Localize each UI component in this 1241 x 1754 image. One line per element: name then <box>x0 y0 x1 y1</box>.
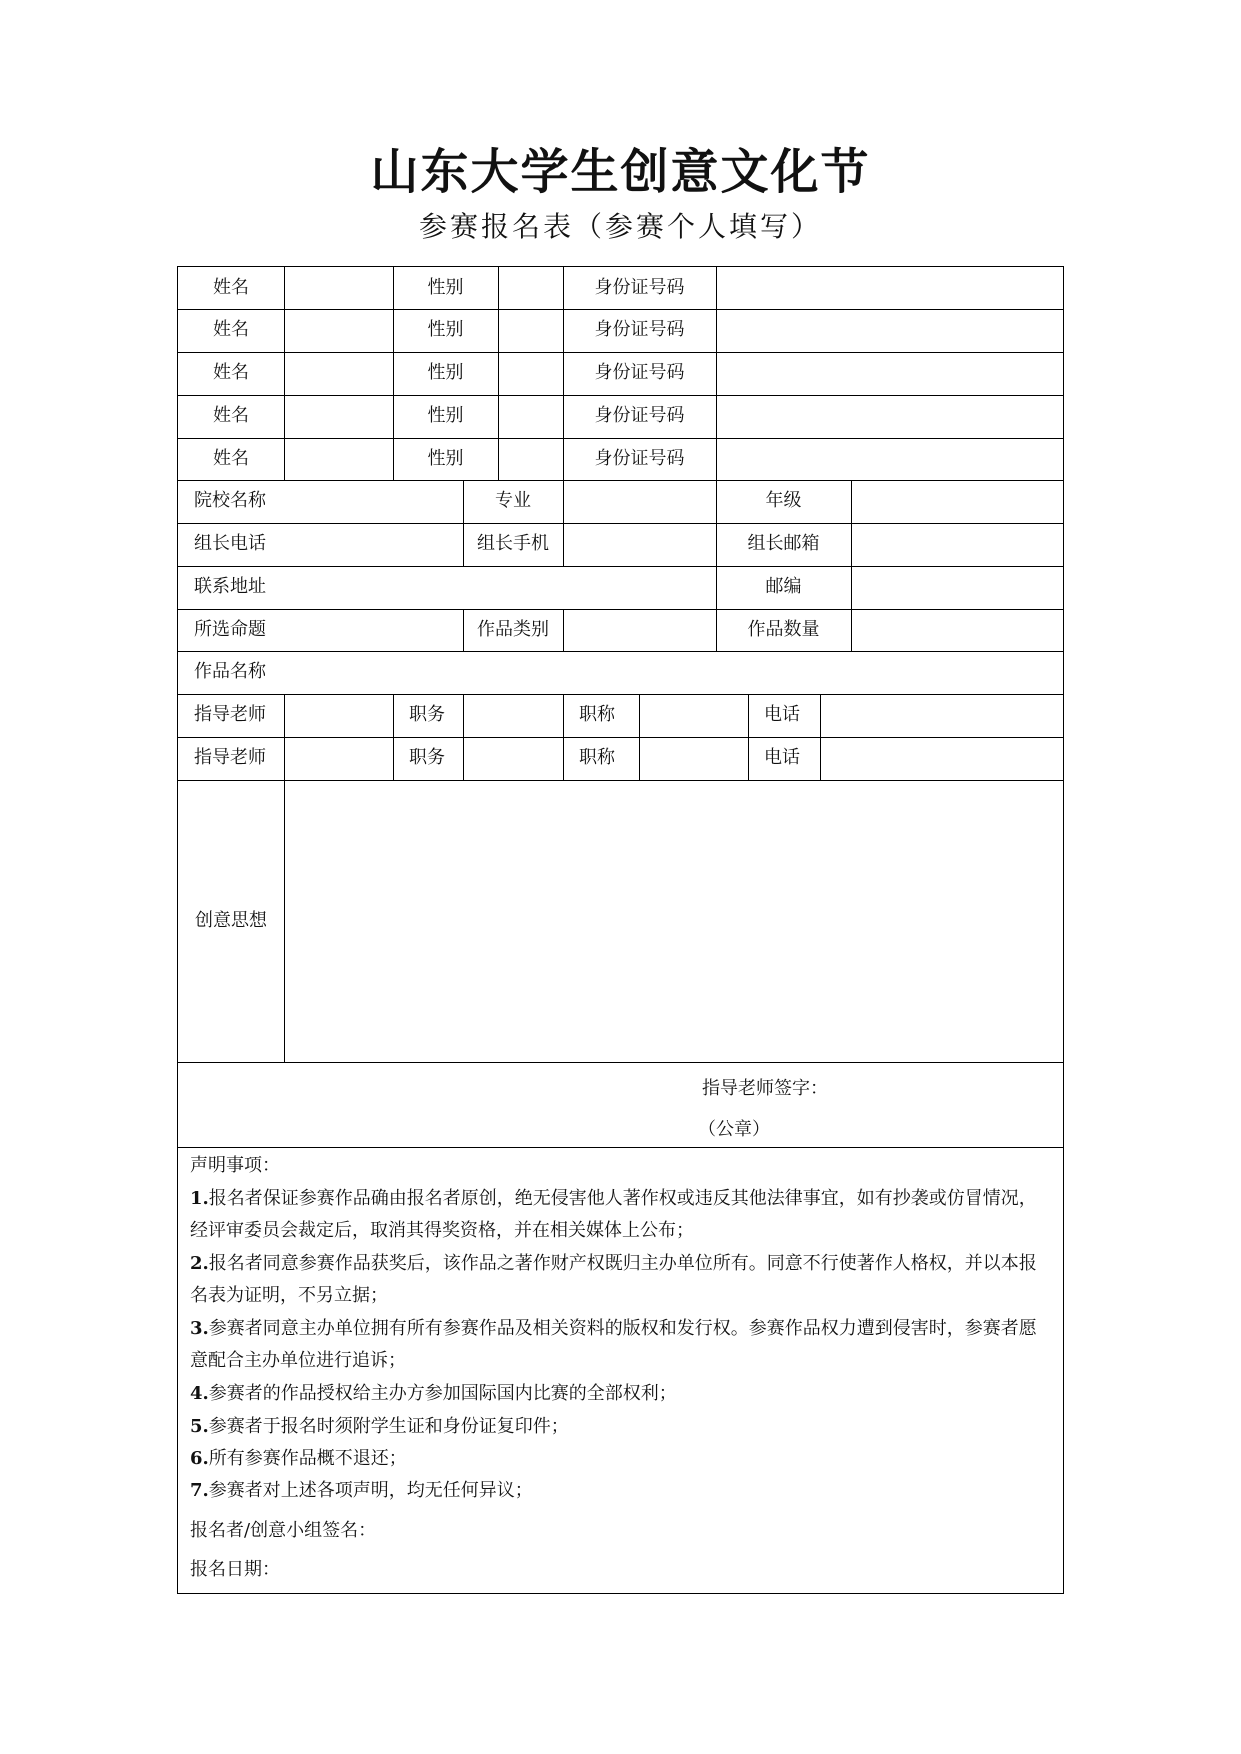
advisor-title-label: 职称 <box>579 747 615 768</box>
declaration-item <box>190 1313 1052 1377</box>
advisor-phone-field[interactable] <box>820 737 1063 779</box>
item-text: 参赛者同意主办单位拥有所有参赛作品及相关资料的版权和发行权。参赛作品权力遭到侵害时，参赛者愿意配合主办单位进行追诉； <box>190 1318 1037 1371</box>
id-number-field[interactable] <box>716 309 1063 351</box>
item-text: 所有参赛作品概不退还； <box>208 1448 407 1469</box>
item-number: 5. <box>190 1416 209 1437</box>
leader-mobile-label: 组长手机 <box>477 533 549 554</box>
id-number-label: 身份证号码 <box>594 405 685 426</box>
member-row <box>178 267 1063 309</box>
registration-form <box>177 266 1064 1594</box>
name-field[interactable] <box>284 267 393 309</box>
address-field[interactable] <box>284 566 716 608</box>
id-number-label: 身份证号码 <box>594 277 685 298</box>
address-row <box>178 566 1063 609</box>
advisor-row <box>178 737 1063 780</box>
advisor-phone-field[interactable] <box>820 694 1063 736</box>
id-number-label: 身份证号码 <box>594 362 685 383</box>
item-number: 2. <box>190 1253 209 1274</box>
school-field[interactable] <box>284 480 463 522</box>
item-number: 4. <box>190 1383 209 1404</box>
name-label: 姓名 <box>213 448 249 469</box>
item-number: 6. <box>190 1448 209 1469</box>
item-text: 报名者同意参赛作品获奖后，该作品之著作财产权既归主办单位所有。同意不行使著作人格权，并以本报名表为证明，不另立据； <box>190 1253 1037 1306</box>
idea-row <box>178 780 1063 1062</box>
advisor-label: 指导老师 <box>194 704 266 725</box>
major-field[interactable] <box>563 480 716 522</box>
advisor-phone-label: 电话 <box>764 704 800 725</box>
gender-label: 性别 <box>427 448 464 469</box>
name-field[interactable] <box>284 352 393 394</box>
advisor-name-field[interactable] <box>284 694 393 736</box>
category-label: 作品类别 <box>477 619 549 640</box>
name-field[interactable] <box>284 438 393 480</box>
id-number-label: 身份证号码 <box>594 448 685 469</box>
work-count-field[interactable] <box>851 609 1063 651</box>
applicant-signature-label: 报名者/创意小组签名： <box>190 1520 377 1541</box>
member-row <box>178 309 1063 351</box>
gender-field[interactable] <box>498 352 563 394</box>
school-label: 院校名称 <box>194 490 266 511</box>
member-row <box>178 352 1063 394</box>
category-field[interactable] <box>563 609 716 651</box>
declaration-item <box>190 1248 1052 1312</box>
work-count-label: 作品数量 <box>747 619 820 640</box>
gender-label: 性别 <box>427 405 464 426</box>
item-number: 1. <box>190 1188 209 1209</box>
topic-field[interactable] <box>284 609 463 651</box>
name-label: 姓名 <box>213 319 249 340</box>
leader-email-field[interactable] <box>851 523 1063 565</box>
idea-label: 创意思想 <box>195 910 267 931</box>
gender-field[interactable] <box>498 438 563 480</box>
advisor-signature-label: 指导老师签字： <box>702 1078 828 1099</box>
school-row <box>178 480 1063 523</box>
id-number-field[interactable] <box>716 395 1063 437</box>
advisor-phone-label: 电话 <box>764 747 800 768</box>
advisor-title-field[interactable] <box>639 737 748 779</box>
advisor-position-label: 职务 <box>409 747 445 768</box>
declaration-heading: 声明事项： <box>190 1155 280 1176</box>
gender-label: 性别 <box>427 319 464 340</box>
advisor-label: 指导老师 <box>194 747 266 768</box>
leader-row <box>178 523 1063 566</box>
gender-field[interactable] <box>498 267 563 309</box>
gender-label: 性别 <box>427 362 464 383</box>
seal-label: （公章） <box>698 1119 770 1140</box>
member-row <box>178 438 1063 480</box>
id-number-field[interactable] <box>716 352 1063 394</box>
item-text: 报名者保证参赛作品确由报名者原创，绝无侵害他人著作权或违反其他法律事宜，如有抄袭或仿冒情况，经评审委员会裁定后，取消其得奖资格，并在相关媒体上公布； <box>190 1188 1037 1241</box>
advisor-position-field[interactable] <box>463 694 563 736</box>
idea-field[interactable] <box>284 780 1063 1062</box>
name-label: 姓名 <box>213 405 249 426</box>
advisor-position-label: 职务 <box>409 704 445 725</box>
advisor-name-field[interactable] <box>284 737 393 779</box>
item-text: 参赛者对上述各项声明，均无任何异议； <box>208 1480 533 1501</box>
address-label: 联系地址 <box>194 576 266 597</box>
leader-phone-field[interactable] <box>284 523 463 565</box>
item-number: 7. <box>190 1480 209 1501</box>
leader-email-label: 组长邮箱 <box>747 533 820 554</box>
gender-label: 性别 <box>427 277 464 298</box>
leader-phone-label: 组长电话 <box>194 533 266 554</box>
advisor-row <box>178 694 1063 737</box>
name-field[interactable] <box>284 395 393 437</box>
declaration-item <box>190 1183 1052 1247</box>
postcode-label: 邮编 <box>765 576 802 597</box>
item-text: 参赛者于报名时须附学生证和身份证复印件； <box>208 1416 569 1437</box>
item-number: 3. <box>190 1318 209 1339</box>
declaration-section <box>178 1147 1063 1593</box>
postcode-field[interactable] <box>851 566 1063 608</box>
declaration-item <box>190 1475 1052 1507</box>
declaration-item <box>190 1411 1052 1443</box>
advisor-signature-block <box>178 1062 1063 1147</box>
gender-field[interactable] <box>498 395 563 437</box>
major-label: 专业 <box>495 490 531 511</box>
topic-row <box>178 609 1063 651</box>
page-title: 山东大学生创意文化节 <box>370 144 871 200</box>
declaration-item <box>190 1443 1052 1475</box>
advisor-title-field[interactable] <box>639 694 748 736</box>
name-field[interactable] <box>284 309 393 351</box>
gender-field[interactable] <box>498 309 563 351</box>
application-date-label: 报名日期： <box>190 1559 280 1580</box>
declaration-item <box>190 1378 1052 1410</box>
work-name-row <box>178 651 1063 694</box>
grade-label: 年级 <box>765 490 802 511</box>
work-name-label: 作品名称 <box>194 661 266 682</box>
advisor-title-label: 职称 <box>579 704 615 725</box>
id-number-label: 身份证号码 <box>594 319 685 340</box>
member-row <box>178 395 1063 437</box>
page-subtitle: 参赛报名表（参赛个人填写） <box>418 210 822 243</box>
item-text: 参赛者的作品授权给主办方参加国际国内比赛的全部权利； <box>208 1383 677 1404</box>
grade-field[interactable] <box>851 480 1063 522</box>
advisor-position-field[interactable] <box>463 737 563 779</box>
id-number-field[interactable] <box>716 267 1063 309</box>
name-label: 姓名 <box>213 277 249 298</box>
topic-label: 所选命题 <box>194 619 266 640</box>
work-name-field[interactable] <box>284 651 1063 693</box>
leader-mobile-field[interactable] <box>563 523 716 565</box>
id-number-field[interactable] <box>716 438 1063 480</box>
name-label: 姓名 <box>213 362 249 383</box>
